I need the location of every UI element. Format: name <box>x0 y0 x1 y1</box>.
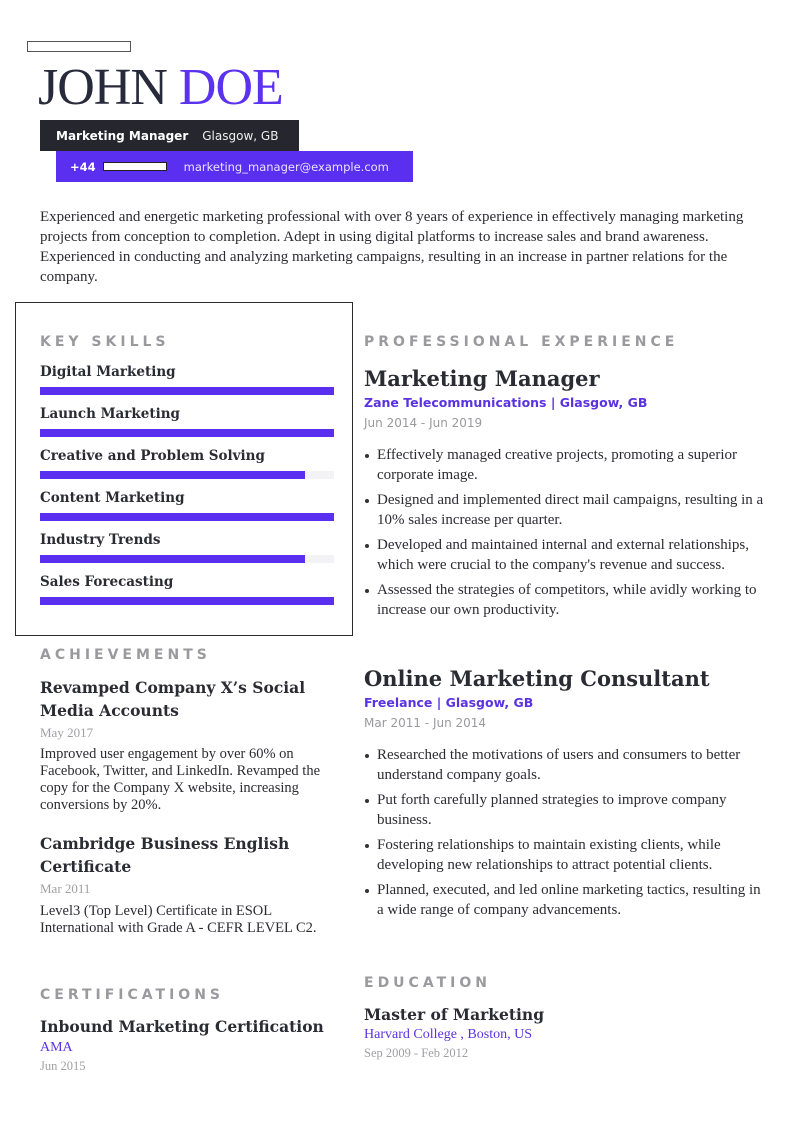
skill-name: Industry Trends <box>40 532 161 548</box>
first-name: JOHN <box>38 59 167 116</box>
job-company: Freelance | Glasgow, GB <box>364 695 534 710</box>
job-title: Marketing Manager <box>364 366 600 391</box>
skill-name: Launch Marketing <box>40 406 180 422</box>
achievement-title: Cambridge Business English Certificate <box>40 834 290 876</box>
skill-item <box>40 531 334 563</box>
contact-bar <box>56 151 413 182</box>
job-title: Marketing Manager <box>56 128 189 143</box>
redacted-field <box>27 41 131 52</box>
skill-item <box>40 489 334 521</box>
location: Glasgow, GB <box>202 128 279 143</box>
achievement-description: Level3 (Top Level) Certificate in ESOL International with Grade A - CEFR LEVEL C2. <box>40 903 317 936</box>
job-company: Zane Telecommunications | Glasgow, GB <box>364 395 648 410</box>
phone-redacted <box>103 162 167 171</box>
candidate-name <box>38 58 283 118</box>
education-dates: Sep 2009 - Feb 2012 <box>364 1046 469 1060</box>
achievement-date: May 2017 <box>40 725 94 740</box>
education-heading: EDUCATION <box>364 975 491 991</box>
summary-paragraph: Experienced and energetic marketing professional with over 8 years of experience in effectively managing marketing projects from conception to completion. Adept in using digital platforms to increase sales and brand awareness. Experienced in conducting and analyzing marketing campaigns, resulting in an increase in partner relations for the company. <box>40 209 744 285</box>
job-bullets <box>364 745 764 925</box>
skill-bar-track <box>40 555 334 563</box>
experience-heading: PROFESSIONAL EXPERIENCE <box>364 334 679 350</box>
skill-bar-track <box>40 471 334 479</box>
certification-date: Jun 2015 <box>40 1059 86 1073</box>
last-name: DOE <box>178 59 283 116</box>
achievement-date: Mar 2011 <box>40 881 91 896</box>
skill-name: Sales Forecasting <box>40 574 174 590</box>
skill-bar-fill <box>40 513 334 521</box>
job-title: Online Marketing Consultant <box>364 666 710 691</box>
email-link[interactable]: marketing_manager@example.com <box>183 159 389 174</box>
skill-item <box>40 363 334 395</box>
skill-bar-track <box>40 387 334 395</box>
skill-bar-track <box>40 597 334 605</box>
skill-bar-track <box>40 513 334 521</box>
skill-name: Creative and Problem Solving <box>40 448 265 464</box>
phone-prefix: +44 <box>70 159 96 174</box>
bullet-item: Developed and maintained internal and external relationships, which were crucial to the company's revenue and success. <box>364 535 764 575</box>
achievement-title: Revamped Company X’s Social Media Accounts <box>40 678 306 720</box>
job-dates: Jun 2014 - Jun 2019 <box>364 416 483 430</box>
certifications-heading: CERTIFICATIONS <box>40 987 225 1003</box>
job-bullets <box>364 445 764 625</box>
skill-name: Content Marketing <box>40 490 185 506</box>
skills-heading: KEY SKILLS <box>40 334 170 350</box>
skill-bar-fill <box>40 597 334 605</box>
certification-title: Inbound Marketing Certification <box>40 1017 324 1036</box>
bullet-item: Fostering relationships to maintain existing clients, while developing new relationships to attract potential clients. <box>364 835 764 875</box>
bullet-item: Designed and implemented direct mail campaigns, resulting in a 10% sales increase per quarter. <box>364 490 764 530</box>
achievements-heading: ACHIEVEMENTS <box>40 647 211 663</box>
skill-bar-fill <box>40 429 334 437</box>
education-degree: Master of Marketing <box>364 1005 545 1024</box>
achievement-description: Improved user engagement by over 60% on Facebook, Twitter, and LinkedIn. Revamped the copy for the Company X website, increasing conversions by 20%. <box>40 746 321 813</box>
certification-issuer: AMA <box>40 1040 73 1055</box>
skill-item <box>40 447 334 479</box>
skill-bar-track <box>40 429 334 437</box>
skill-bar-fill <box>40 387 334 395</box>
skill-item <box>40 573 334 605</box>
bullet-item: Put forth carefully planned strategies to improve company business. <box>364 790 764 830</box>
skill-bar-fill <box>40 471 305 479</box>
skill-item <box>40 405 334 437</box>
skill-bar-fill <box>40 555 305 563</box>
bullet-item: Effectively managed creative projects, promoting a superior corporate image. <box>364 445 764 485</box>
title-location-bar <box>40 120 299 151</box>
job-dates: Mar 2011 - Jun 2014 <box>364 716 487 730</box>
skill-name: Digital Marketing <box>40 364 176 380</box>
education-school: Harvard College , Boston, US <box>364 1027 532 1042</box>
bullet-item: Researched the motivations of users and consumers to better understand company goals. <box>364 745 764 785</box>
bullet-item: Assessed the strategies of competitors, while avidly working to increase our own productivity. <box>364 580 764 620</box>
bullet-item: Planned, executed, and led online marketing tactics, resulting in a wide range of company advancements. <box>364 880 764 920</box>
